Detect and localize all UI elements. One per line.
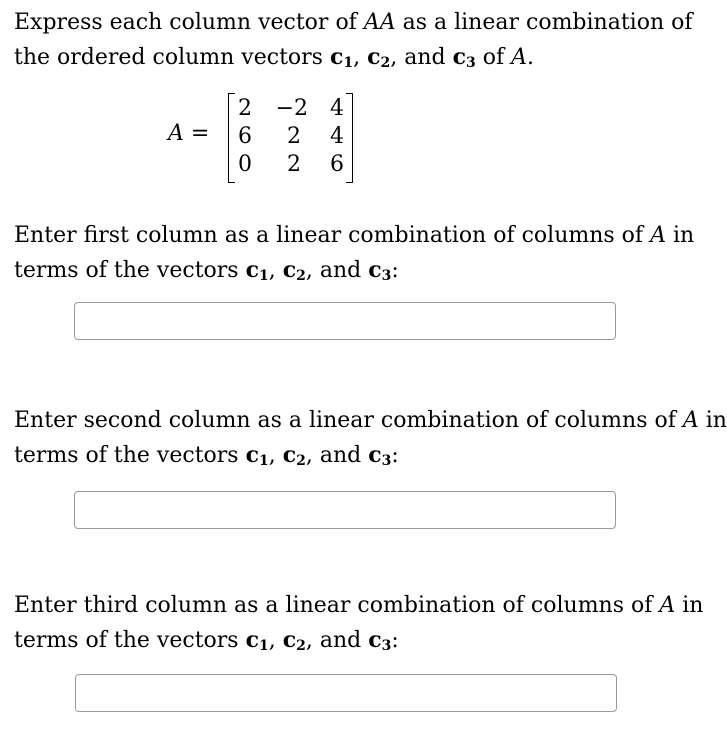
- vector-c3: $c_3$: [368, 257, 392, 284]
- matrix-cell: 4: [330, 96, 344, 121]
- vector-c2: $c_2$: [282, 442, 306, 469]
- third-column-answer-input[interactable]: [75, 674, 617, 712]
- vector-c3: $c_3$: [368, 442, 392, 469]
- matrix-cell: 2: [287, 124, 301, 149]
- vector-c3: $c_3$: [452, 44, 476, 71]
- matrix-cell: 2: [238, 96, 252, 121]
- problem-statement-line-1: Express each column vector of AA as a linear combination of: [14, 10, 693, 35]
- vector-c3: $c_3$: [368, 627, 392, 654]
- matrix-cell: 4: [330, 124, 344, 149]
- matrix-cell: 6: [238, 124, 252, 149]
- matrix-left-bracket: [228, 93, 235, 183]
- matrix-cell: 0: [238, 152, 252, 177]
- problem-statement-line-2: the ordered column vectors $c_1$, $c_2$, and $c_3$ of A.: [14, 44, 535, 71]
- matrix-cell: 2: [287, 152, 301, 177]
- matrix-right-bracket: [346, 93, 353, 183]
- matrix-cell: 6: [330, 152, 344, 177]
- vector-c2: $c_2$: [282, 257, 306, 284]
- vector-c1: $c_1$: [245, 257, 269, 284]
- first-column-answer-input[interactable]: [74, 302, 616, 340]
- problem-statement: [14, 6, 719, 74]
- vector-c1: $c_1$: [245, 442, 269, 469]
- matrix-A: A: [511, 45, 528, 70]
- matrix-label: A =: [168, 121, 210, 146]
- vector-c2: $c_2$: [282, 627, 306, 654]
- matrix-cell: −2: [275, 96, 308, 121]
- question-third-column: Enter third column as a linear combination of columns of A in terms of the vectors $c_1$, $c_2$, and $c_3$:: [14, 593, 704, 654]
- matrix-AA: AA: [363, 10, 396, 35]
- second-column-answer-input[interactable]: [74, 491, 616, 529]
- vector-c1: $c_1$: [329, 44, 354, 71]
- question-first-column: Enter first column as a linear combination of columns of A in terms of the vectors $c_1$, $c_2$, and $c_3$:: [14, 223, 695, 284]
- vector-c2: $c_2$: [367, 44, 391, 71]
- vector-c1: $c_1$: [245, 627, 269, 654]
- question-second-column: Enter second column as a linear combination of columns of A in terms of the vectors $c_1$, $c_2$, and $c_3$:: [14, 408, 727, 469]
